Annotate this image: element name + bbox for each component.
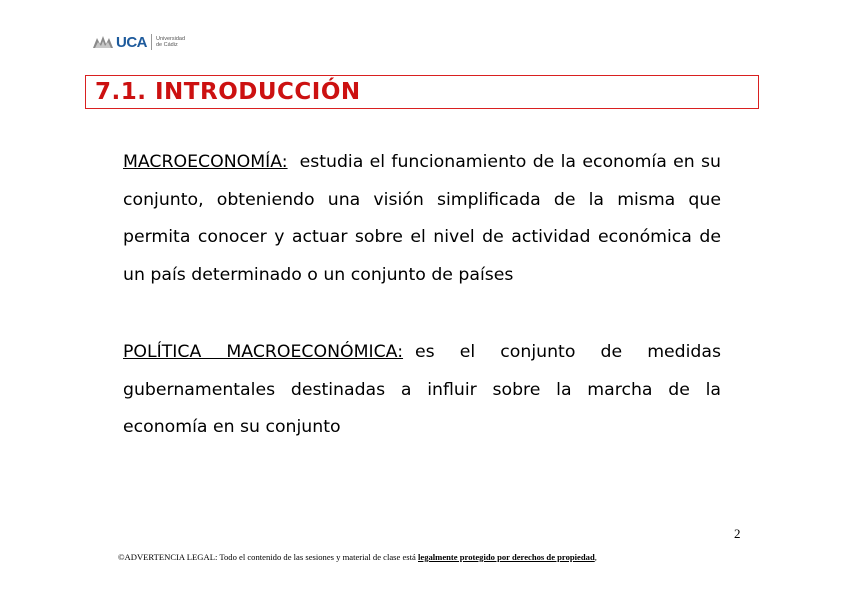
logo-subtitle-line1: Universidad	[156, 36, 186, 42]
slide-title: 7.1. INTRODUCCIÓN	[95, 79, 361, 105]
term-macroeconomia: MACROECONOMÍA:	[123, 152, 288, 172]
definition-politica-macroeconomica: es el conjunto de medidas gubernamentales destinadas a influir sobre la marcha de la economía en su conjunto	[123, 342, 721, 437]
title-box	[85, 75, 759, 109]
logo-subtitle-line2: de Cádiz	[156, 42, 178, 48]
legal-footer	[118, 552, 597, 562]
logo-brand: UCA	[116, 33, 147, 51]
paragraph-macroeconomia	[123, 144, 721, 294]
term-politica-macroeconomica: POLÍTICA MACROECONÓMICA:	[123, 342, 404, 362]
logo-subtitle	[156, 36, 185, 48]
footer-legal-link[interactable]: legalmente protegido por derechos de propiedad	[418, 552, 595, 562]
logo-divider	[151, 34, 152, 50]
footer-text: ©ADVERTENCIA LEGAL: Todo el contenido de las sesiones y material de clase está	[118, 552, 416, 562]
university-logo	[92, 32, 185, 52]
footer-suffix: ,	[594, 552, 597, 562]
crest-icon	[92, 34, 114, 50]
definition-macroeconomia: estudia el funcionamiento de la economía en su conjunto, obteniendo una visión simplificada de la misma que permita conocer y actuar sobre el nivel de actividad económica de un país determinado o un conjunto de países	[123, 152, 721, 285]
paragraph-politica-macroeconomica	[123, 334, 721, 447]
page-number: 2	[734, 526, 741, 541]
